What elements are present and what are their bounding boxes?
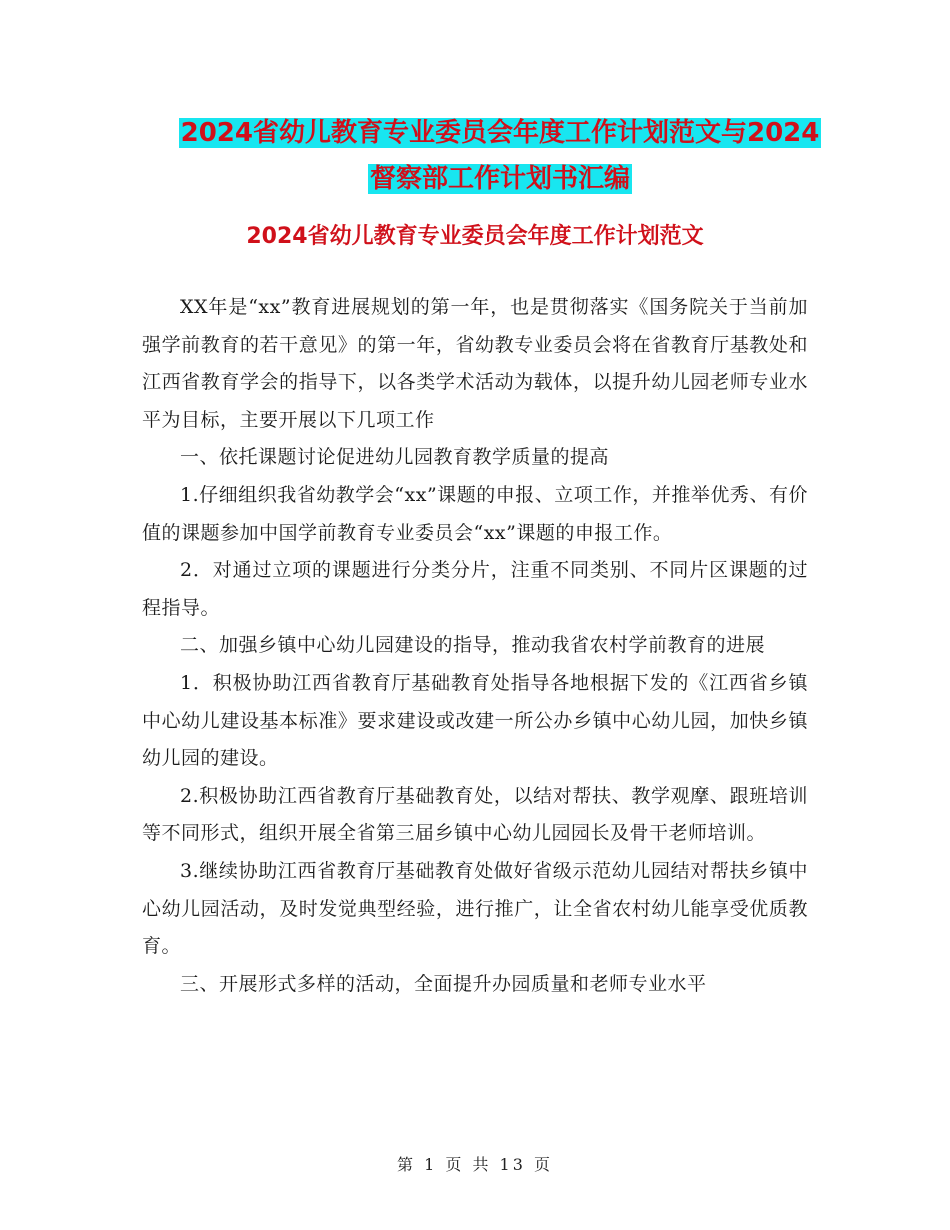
main-title-line-1: 2024省幼儿教育专业委员会年度工作计划范文与2024	[180, 118, 820, 148]
paragraph: 1．积极协助江西省教育厅基础教育处指导各地根据下发的《江西省乡镇中心幼儿建设基本标准》要求建设或改建一所公办乡镇中心幼儿园，加快乡镇幼儿园的建设。	[142, 671, 808, 770]
paragraph: 2．对通过立项的课题进行分类分片，注重不同类别、不同片区课题的过程指导。	[142, 559, 808, 619]
paragraph: 2.积极协助江西省教育厅基础教育处，以结对帮扶、教学观摩、跟班培训等不同形式，组织开展全省第三届乡镇中心幼儿园园长及骨干老师培训。	[142, 784, 808, 845]
document-body	[142, 289, 808, 1003]
paragraph: 1.仔细组织我省幼教学会“xx”课题的申报、立项工作，并推举优秀、有价值的课题参加中国学前教育专业委员会“xx”课题的申报工作。	[142, 483, 808, 544]
paragraph: 3.继续协助江西省教育厅基础教育处做好省级示范幼儿园结对帮扶乡镇中心幼儿园活动，及时发觉典型经验，进行推广，让全省农村幼儿能享受优质教育。	[142, 859, 808, 958]
section-title: 2024省幼儿教育专业委员会年度工作计划范文	[246, 224, 704, 249]
section-heading: 一、依托课题讨论促进幼儿园教育教学质量的提高	[180, 446, 610, 469]
page-footer: 第 1 页 共 13 页	[397, 1155, 553, 1174]
main-title	[140, 110, 860, 202]
section-heading: 二、加强乡镇中心幼儿园建设的指导，推动我省农村学前教育的进展	[180, 634, 766, 657]
paragraph: XX年是“xx”教育进展规划的第一年，也是贯彻落实《国务院关于当前加强学前教育的若干意见》的第一年，省幼教专业委员会将在省教育厅基教处和江西省教育学会的指导下，以各类学术活动为载体，以提升幼儿园老师专业水平为目标，主要开展以下几项工作	[142, 296, 808, 431]
section-heading: 三、开展形式多样的活动，全面提升办园质量和老师专业水平	[180, 972, 707, 995]
main-title-line-2: 督察部工作计划书汇编	[369, 164, 630, 194]
